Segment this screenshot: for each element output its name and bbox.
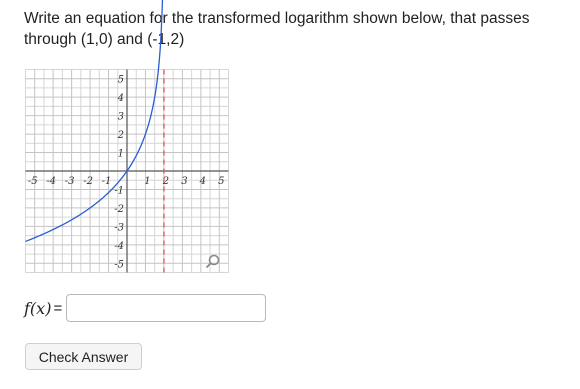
x-tick-label: 2 [162, 176, 170, 187]
answer-input[interactable] [66, 294, 266, 322]
x-tick-label: -5 [27, 176, 38, 187]
x-tick-label: 5 [218, 176, 225, 187]
magnifier-icon[interactable] [207, 256, 219, 268]
y-tick-label: -1 [114, 185, 124, 197]
x-tick-label: 4 [199, 176, 207, 187]
check-answer-button[interactable]: Check Answer [25, 343, 142, 370]
y-tick-label: -4 [114, 240, 124, 252]
x-tick-label: -2 [83, 176, 93, 187]
x-tick-label: 1 [144, 176, 151, 187]
y-tick-label: 2 [117, 130, 124, 142]
y-tick-label: 3 [117, 111, 124, 123]
equals-sign: = [53, 299, 63, 317]
y-tick-label: -5 [114, 259, 124, 271]
function-label: f(x) [24, 298, 52, 318]
x-tick-label: -4 [46, 176, 57, 187]
x-tick-label: -3 [64, 176, 75, 187]
logarithm-graph [22, 66, 232, 276]
y-tick-label: -3 [114, 222, 124, 234]
answer-row [24, 292, 266, 324]
y-tick-label: 5 [117, 74, 124, 86]
y-tick-label: 1 [117, 148, 124, 160]
graph-container [22, 66, 232, 276]
x-tick-label: -1 [101, 176, 112, 187]
y-tick-label: 4 [117, 93, 124, 105]
question-text: Write an equation for the transformed logarithm shown below, that passes through (1,0) and (-1,2) [24, 10, 530, 48]
y-tick-label: -2 [114, 203, 124, 215]
x-tick-label: 3 [181, 176, 188, 187]
